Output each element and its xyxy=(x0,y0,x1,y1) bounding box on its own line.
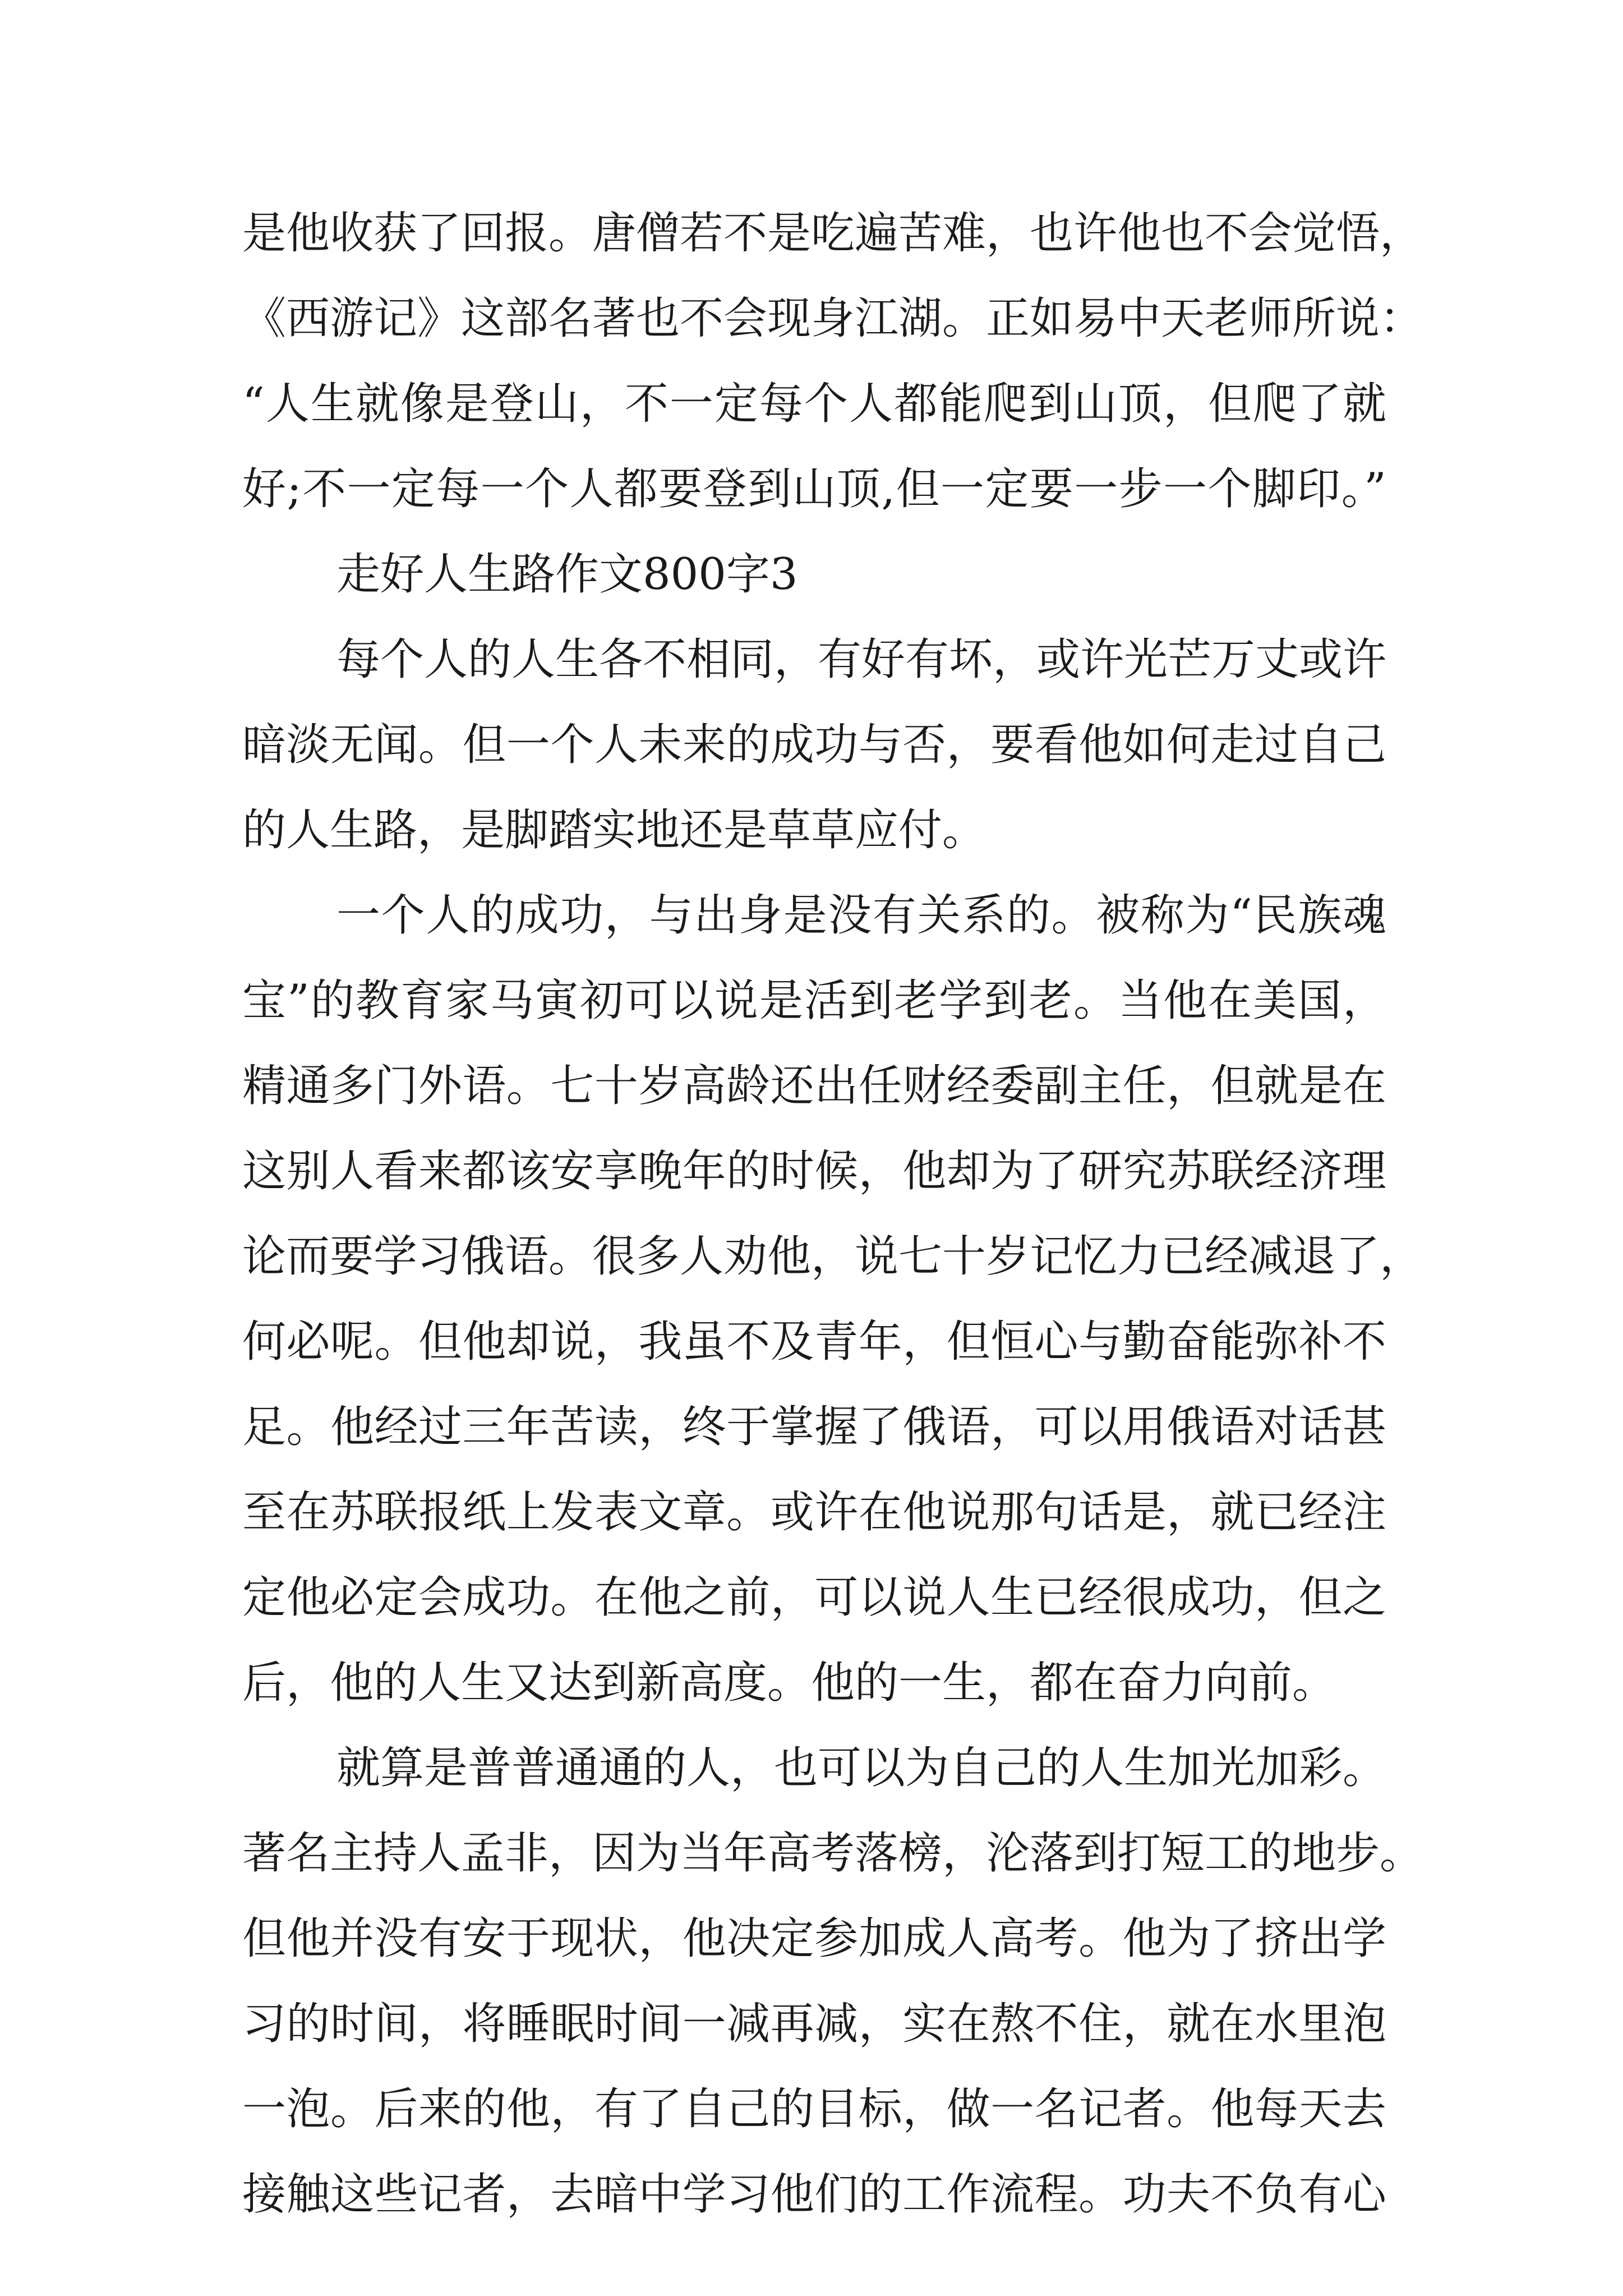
text-line: 宝”的教育家马寅初可以说是活到老学到老。当他在美国， xyxy=(242,976,1386,1026)
text-line: 精通多门外语。七十岁高龄还出任财经委副主任，但就是在 xyxy=(242,1061,1386,1111)
text-line: 的人生路，是脚踏实地还是草草应付。 xyxy=(242,805,986,855)
text-line: 一个人的成功，与出身是没有关系的。被称为“民族魂 xyxy=(336,890,1386,941)
text-line: 但他并没有安于现状，他决定参加成人高考。他为了挤出学 xyxy=(242,1913,1386,1964)
text-line: 《西游记》这部名著也不会现身江湖。正如易中天老师所说： xyxy=(242,293,1424,344)
text-line: 后，他的人生又达到新高度。他的一生，都在奋力向前。 xyxy=(242,1658,1336,1708)
text-line: 就算是普普通通的人，也可以为自己的人生加光加彩。 xyxy=(336,1743,1387,1793)
text-line: 暗淡无闻。但一个人未来的成功与否，要看他如何走过自己 xyxy=(242,720,1386,770)
text-line: “人生就像是登山，不一定每个人都能爬到山顶，但爬了就 xyxy=(242,379,1386,429)
section-heading: 走好人生路作文800字3 xyxy=(336,549,798,600)
text-line: 好;不一定每一个人都要登到山顶,但一定要一步一个脚印。” xyxy=(242,464,1386,514)
text-line: 至在苏联报纸上发表文章。或许在他说那句话是，就已经注 xyxy=(242,1487,1386,1538)
text-line: 每个人的人生各不相同，有好有坏，或许光芒万丈或许 xyxy=(336,634,1387,685)
text-line: 这别人看来都该安享晚年的时候，他却为了研究苏联经济理 xyxy=(242,1146,1386,1197)
text-line: 接触这些记者，去暗中学习他们的工作流程。功夫不负有心 xyxy=(242,2169,1386,2220)
text-line: 著名主持人孟非，因为当年高考落榜，沦落到打短工的地步。 xyxy=(242,1828,1424,1879)
text-line: 习的时间，将睡眠时间一减再减，实在熬不住，就在水里泡 xyxy=(242,1999,1386,2049)
text-line: 定他必定会成功。在他之前，可以说人生已经很成功，但之 xyxy=(242,1572,1386,1623)
text-line: 何必呢。但他却说，我虽不及青年，但恒心与勤奋能弥补不 xyxy=(242,1317,1386,1367)
text-line: 足。他经过三年苦读，终于掌握了俄语，可以用俄语对话甚 xyxy=(242,1402,1386,1452)
text-line: 是他收获了回报。唐僧若不是吃遍苦难，也许他也不会觉悟， xyxy=(242,208,1424,259)
text-line: 论而要学习俄语。很多人劝他，说七十岁记忆力已经减退了， xyxy=(242,1231,1424,1282)
text-line: 一泡。后来的他，有了自己的目标，做一名记者。他每天去 xyxy=(242,2084,1386,2134)
